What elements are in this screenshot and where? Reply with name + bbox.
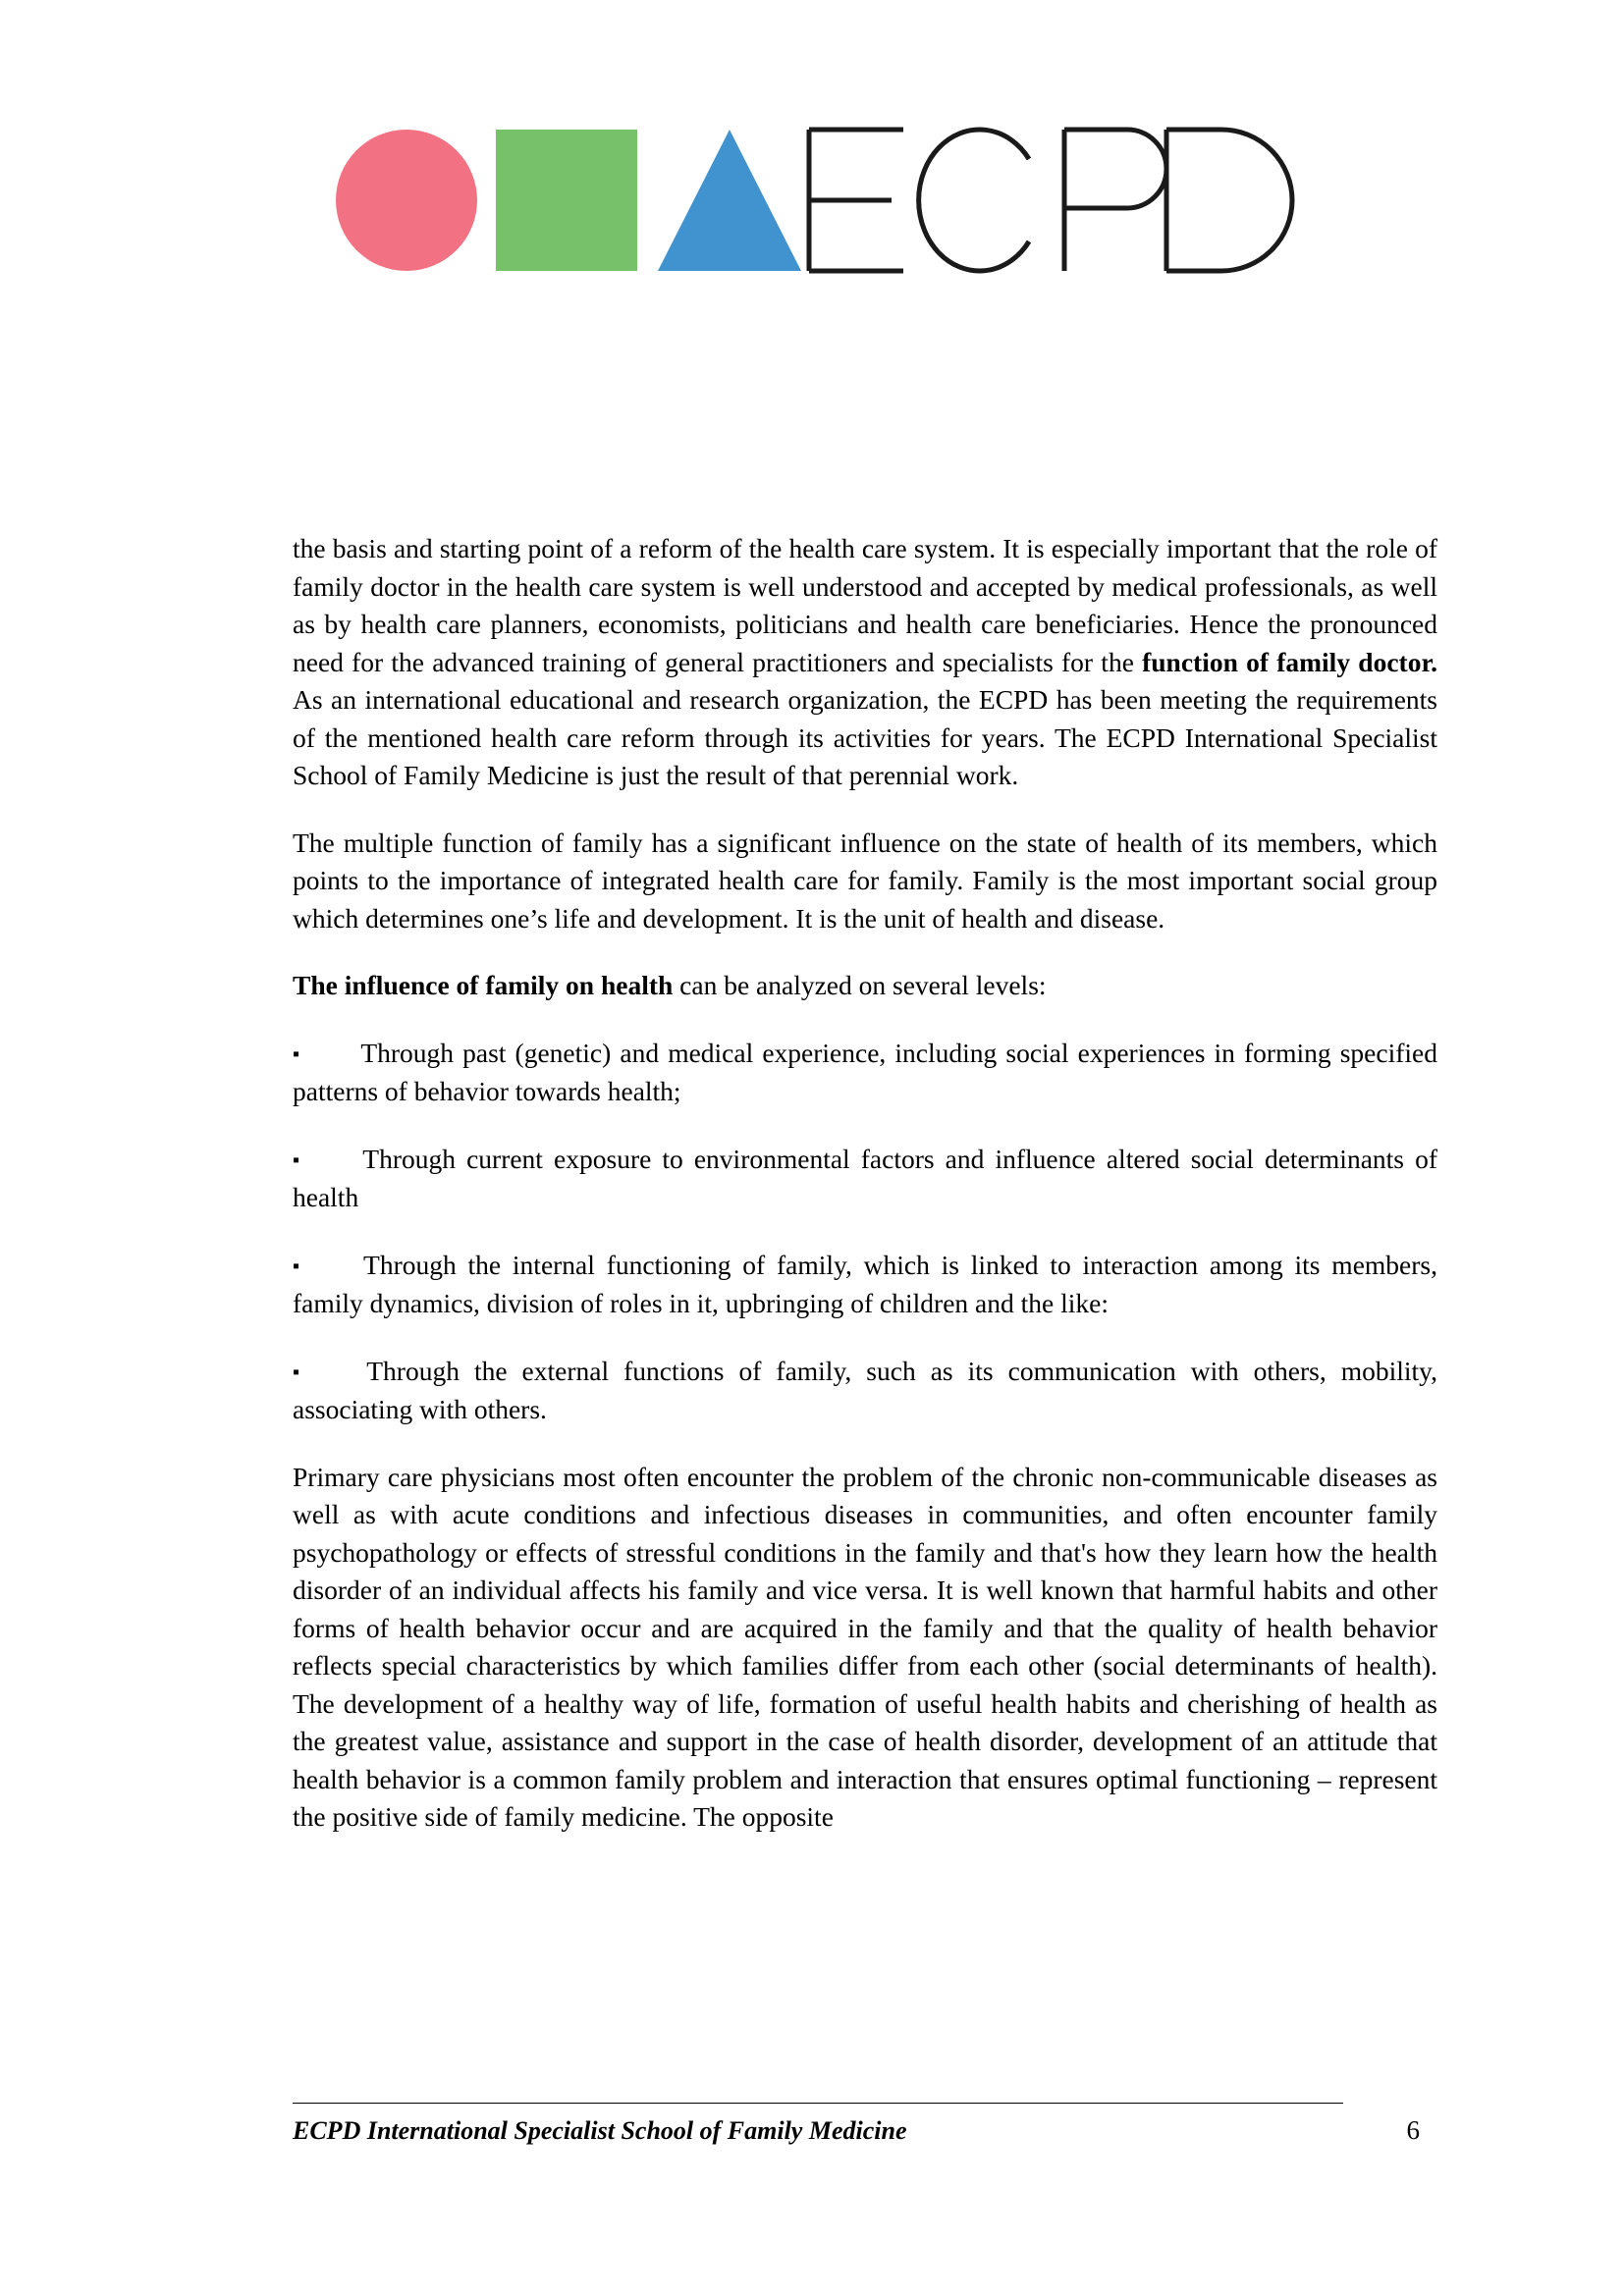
- bullet-marker-icon: ▪: [293, 1255, 305, 1277]
- document-body: [293, 530, 1437, 1837]
- bullet-item-2-text: Through current exposure to environmental factors and influence altered social determinants of health: [293, 1143, 1437, 1212]
- logo-circle-icon: [336, 130, 477, 271]
- footer-page-number: 6: [1406, 2115, 1420, 2145]
- bullet-item-1-text: Through past (genetic) and medical experience, including social experiences in forming specified patterns of behavior towards health;: [293, 1037, 1437, 1106]
- paragraph-3-run-1-bold: The influence of family on health: [293, 970, 674, 1000]
- page-footer: [293, 2103, 1437, 2146]
- ecpd-logo: [326, 116, 1308, 283]
- bullet-marker-icon: ▪: [293, 1361, 308, 1383]
- bullet-marker-icon: ▪: [293, 1148, 304, 1171]
- paragraph-3: [293, 967, 1437, 1005]
- logo-triangle-icon: [658, 130, 801, 271]
- closing-paragraph: Primary care physicians most often encounter the problem of the chronic non-communicable diseases as well as with acute conditions and infectious diseases in communities, and often encounter family psychopathology or effects of stressful conditions in the family and that's how they learn how the health disorder of an individual affects his family and vice versa. It is well known that harmful habits and other forms of health behavior occur and are acquired in the family and that the quality of health behavior reflects special characteristics by which families differ from each other (social determinants of health). The development of a healthy way of life, formation of useful health habits and cherishing of health as the greatest value, assistance and support in the case of health disorder, development of an attitude that health behavior is a common family problem and interaction that ensures optimal functioning – represent the positive side of family medicine. The opposite: [293, 1461, 1437, 1832]
- logo-wordmark: [809, 130, 1292, 271]
- bullet-item-3-text: Through the internal functioning of family, which is linked to interaction among its members, family dynamics, division of roles in it, upbringing of children and the like:: [293, 1249, 1437, 1318]
- logo-graphic: [326, 116, 1308, 283]
- bullet-item-4: [293, 1353, 1437, 1429]
- paragraph-3-run-2: can be analyzed on several levels:: [673, 970, 1047, 1000]
- bullet-item-2: [293, 1141, 1437, 1217]
- logo-square-icon: [496, 130, 637, 271]
- bullet-item-1: [293, 1035, 1437, 1111]
- paragraph-1: [293, 530, 1437, 795]
- paragraph-1-run-2-bold: function of family doctor.: [1142, 646, 1437, 677]
- paragraph-1-run-1: the basis and starting point of a reform of the health care system. It is especially important that the role of family doctor in the health care system is well understood and accepted by medical professionals, as well as by health care planners, economists, politicians and health care beneficiaries. Hence the pronounced need for the advanced training of general practitioners and specialists for the: [293, 533, 1437, 677]
- bullet-marker-icon: ▪: [293, 1042, 302, 1065]
- paragraph-1-run-3: As an international educational and research organization, the ECPD has been meeting the requirements of the mentioned health care reform through its activities for years. The ECPD International Specialist School of Family Medicine is just the result of that perennial work.: [293, 684, 1437, 790]
- bullet-item-4-text: Through the external functions of family, such as its communication with others, mobility, associating with others.: [293, 1355, 1437, 1424]
- footer-title: ECPD International Specialist School of Family Medicine: [293, 2116, 907, 2145]
- bullet-item-3: [293, 1247, 1437, 1323]
- paragraph-2: The multiple function of family has a significant influence on the state of health of its members, which points to the importance of integrated health care for family. Family is the most important social group which determines one’s life and development. It is the unit of health and disease.: [293, 827, 1437, 934]
